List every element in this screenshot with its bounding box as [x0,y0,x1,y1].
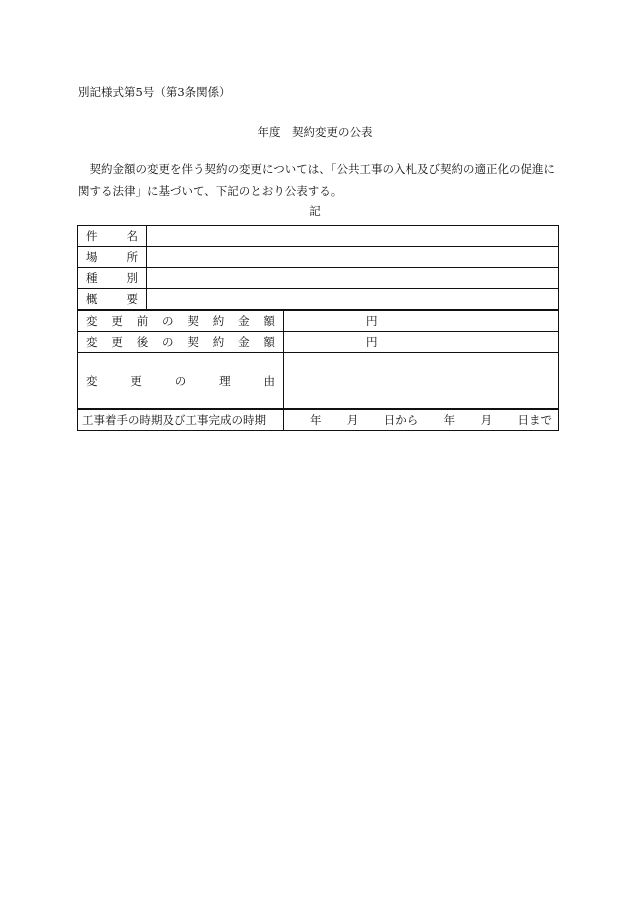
label-char: 後 [136,335,149,349]
label-char: 更 [111,314,123,328]
label-char: 金 [238,335,250,349]
label-char: 契 [187,335,199,349]
label-char: 要 [126,292,138,306]
period-label: 工事着手の時期及び工事完成の時期 [78,409,284,431]
label-char: 変 [86,373,98,388]
label-char: 種 [86,271,98,285]
yen-unit: 円 [366,335,378,349]
yen-unit: 円 [366,314,378,328]
label-char: 更 [111,335,123,349]
location-value [147,247,559,268]
reason-value [284,353,559,410]
amount-after-value [284,332,559,353]
label-char: 所 [126,250,138,264]
period-part: 日から [383,413,419,427]
project-name-value [147,226,559,247]
label-char: の [162,314,174,328]
label-char: 更 [130,373,142,388]
table-row [78,310,559,332]
project-name-label [78,226,147,247]
label-char: 件 [86,229,98,243]
amount-before-label [78,310,284,332]
reason-label [78,353,284,410]
document-title: 年度 契約変更の公表 [257,125,373,139]
table-row [78,268,559,289]
label-char: 概 [86,292,98,306]
label-char: 前 [136,314,149,328]
period-part: 年 [310,413,322,427]
table-row [78,409,559,431]
outline-value [147,289,559,311]
label-char: 金 [238,314,250,328]
label-char: 由 [263,373,275,388]
body-paragraph: 契約金額の変更を伴う契約の変更については、「公共工事の入札及び契約の適正化の促進に関する法律」に基づいて、下記のとおり公表する。 [78,162,556,198]
ki-heading: 記 [309,204,321,218]
period-part: 月 [480,413,493,427]
location-label [78,247,147,268]
amount-before-value [284,310,559,332]
label-char: 変 [86,335,98,349]
label-char: の [162,335,174,349]
outline-label [78,289,147,311]
label-char: 理 [219,373,231,388]
label-char: 額 [263,314,275,328]
label-char: 約 [212,314,225,328]
label-char: 変 [86,314,98,328]
period-value [284,409,559,431]
label-char: 別 [126,271,138,285]
type-label [78,268,147,289]
label-char: 約 [212,335,225,349]
table-row [78,332,559,353]
period-part: 日まで [517,413,552,427]
label-char: 場 [86,250,98,264]
period-part: 年 [443,413,456,427]
disclosure-table [77,225,559,431]
table-row [78,247,559,268]
form-number-label: 別記様式第5号（第3条関係） [78,85,231,99]
label-char: 額 [263,335,275,349]
table-row [78,353,559,410]
period-part: 月 [346,413,359,427]
amount-after-label [78,332,284,353]
type-value [147,268,559,289]
table-row [78,289,559,311]
label-char: の [174,373,187,388]
label-char: 名 [126,229,138,243]
label-char: 契 [187,314,199,328]
table-row [78,226,559,247]
